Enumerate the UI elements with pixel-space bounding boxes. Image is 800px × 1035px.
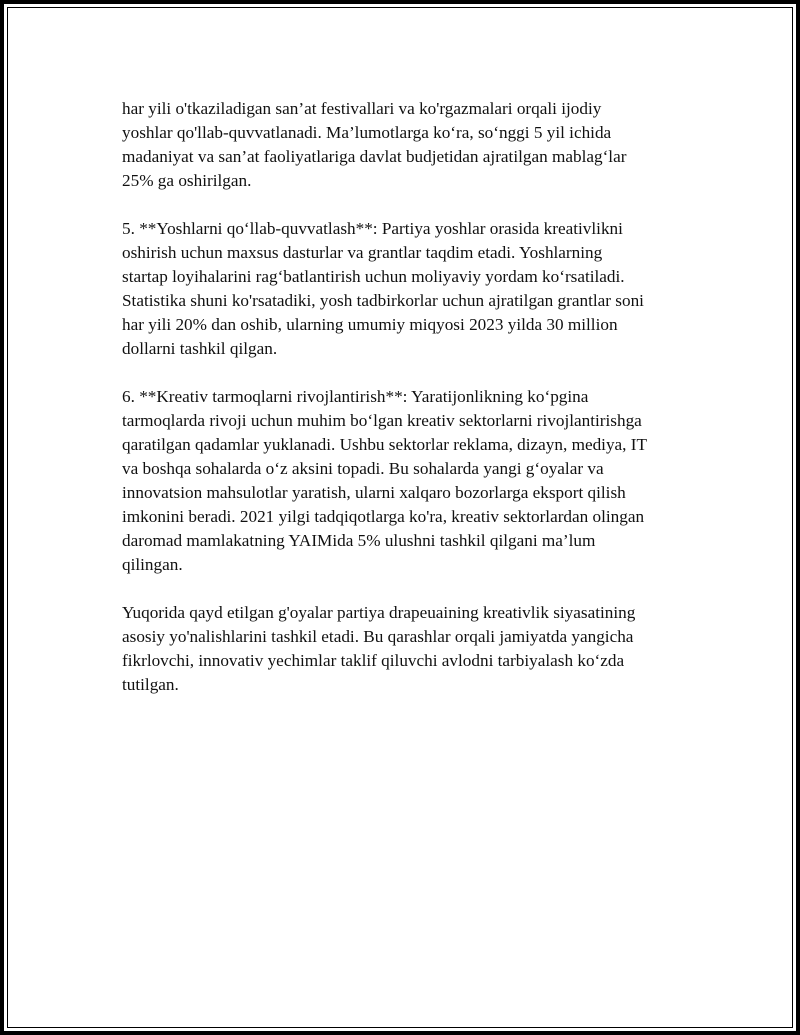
text-line: Yuqorida qayd etilgan g'oyalar partiya drapeuaining kreativlik siyasatining [122,603,636,622]
paragraph-point-6 [122,385,694,577]
text-line: daromad mamlakatning YAIMida 5% ulushni tashkil qilgani ma’lum [122,531,596,550]
text-line: tutilgan. [122,675,179,694]
text-line: har yili 20% dan oshib, ularning umumiy miqyosi 2023 yilda 30 million [122,315,618,334]
text-line: oshirish uchun maxsus dasturlar va grantlar taqdim etadi. Yoshlarning [122,243,603,262]
text-line: Statistika shuni ko'rsatadiki, yosh tadbirkorlar uchun ajratilgan grantlar soni [122,291,644,310]
text-line: imkonini beradi. 2021 yilgi tadqiqotlarga ko'ra, kreativ sektorlardan olingan [122,507,645,526]
paragraph-point-5 [122,217,694,361]
text-line: fikrlovchi, innovativ yechimlar taklif qiluvchi avlodni tarbiyalash ko‘zda [122,651,625,670]
text-line: va boshqa sohalarda o‘z aksini topadi. Bu sohalarda yangi g‘oyalar va [122,459,604,478]
text-line: 6. **Kreativ tarmoqlarni rivojlantirish**: Yaratijonlikning ko‘pgina [122,387,589,406]
text-line: asosiy yo'nalishlarini tashkil etadi. Bu qarashlar orqali jamiyatda yangicha [122,627,634,646]
text-line: dollarni tashkil qilgan. [122,339,278,358]
text-line: qaratilgan qadamlar yuklanadi. Ushbu sektorlar reklama, dizayn, mediya, IT [122,435,647,454]
text-line: yoshlar qo'llab-quvvatlanadi. Ma’lumotlarga ko‘ra, so‘nggi 5 yil ichida [122,123,612,142]
text-line: har yili o'tkaziladigan san’at festivallari va ko'rgazmalari orqali ijodiy [122,99,602,118]
text-line: tarmoqlarda rivoji uchun muhim bo‘lgan kreativ sektorlarni rivojlantirishga [122,411,642,430]
text-line: madaniyat va san’at faoliyatlariga davlat budjetidan ajratilgan mablag‘lar [122,147,627,166]
text-line: startap loyihalarini rag‘batlantirish uchun moliyaviy yordam ko‘rsatiladi. [122,267,625,286]
paragraph-continuation [122,97,694,193]
paragraph-conclusion [122,601,694,697]
text-line: 5. **Yoshlarni qo‘llab-quvvatlash**: Partiya yoshlar orasida kreativlikni [122,219,623,238]
text-line: qilingan. [122,555,183,574]
text-line: 25% ga oshirilgan. [122,171,252,190]
text-line: innovatsion mahsulotlar yaratish, ularni xalqaro bozorlarga eksport qilish [122,483,626,502]
document-body [122,97,694,721]
